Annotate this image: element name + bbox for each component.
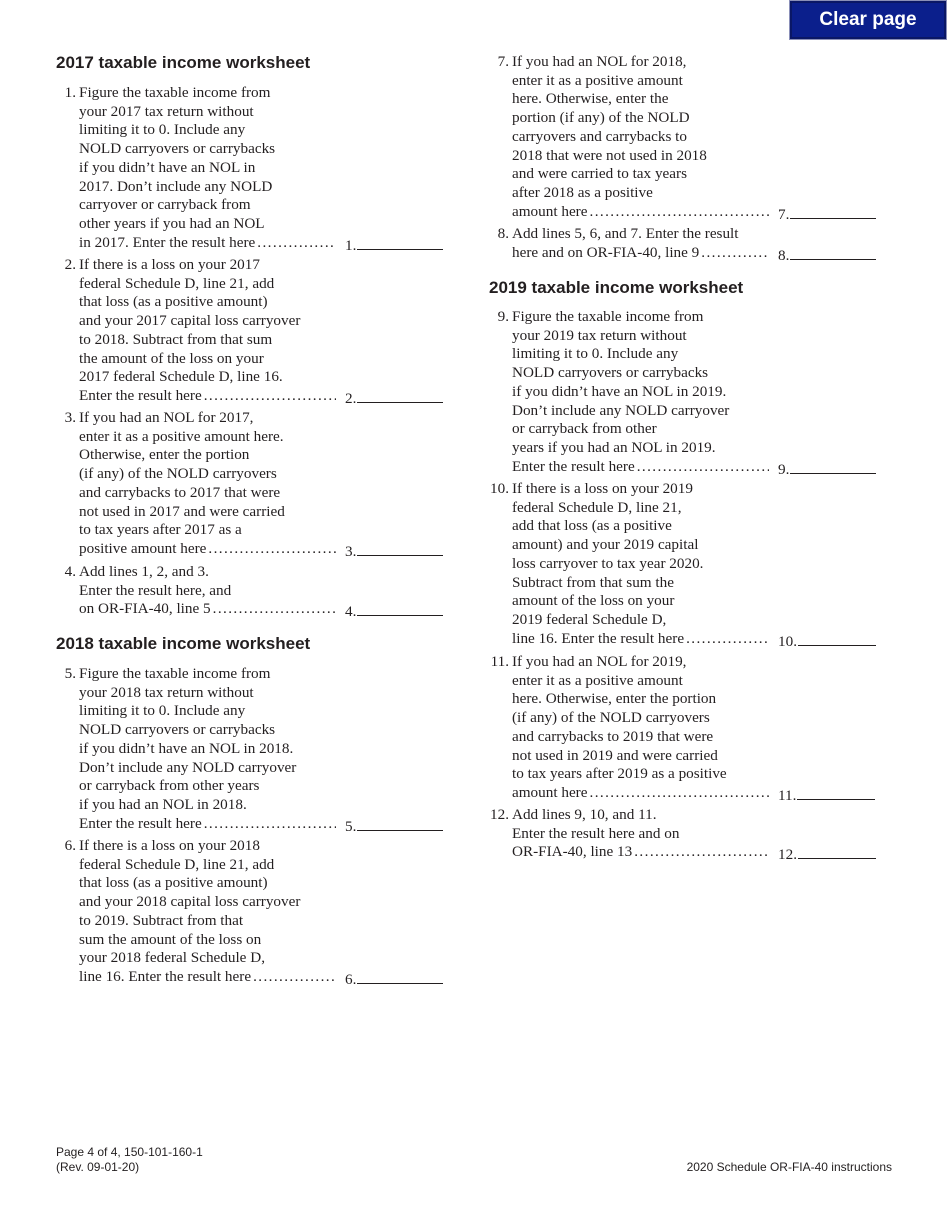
instruction-line: loss carryover to tax year 2020. [512, 554, 704, 572]
instruction-line: not used in 2017 and were carried [79, 502, 285, 520]
instruction-text [79, 837, 339, 987]
instruction-line: years if you had an NOL in 2019. [512, 438, 716, 456]
instruction-line: (if any) of the NOLD carryovers [512, 709, 710, 727]
instruction-line: if you didn’t have an NOL in 2019. [512, 382, 727, 400]
answer-line-number: 4. [345, 603, 357, 621]
instruction-line: not used in 2019 and were carried [512, 746, 718, 764]
instruction-last-line [512, 203, 769, 222]
instruction-line: here and on OR-FIA-40, line 9 [512, 243, 700, 261]
instruction-last-line [512, 244, 769, 263]
section-title-2019: 2019 taxable income worksheet [489, 278, 744, 297]
instruction-line: line 16. Enter the result here [79, 967, 252, 985]
instruction-line: Don’t include any NOLD carryover [79, 758, 297, 776]
instruction-text [512, 308, 772, 476]
line-number: 8. [497, 225, 509, 242]
dot-leader [208, 540, 336, 559]
dot-leader [686, 630, 769, 649]
answer-line [345, 815, 443, 837]
instruction-line: limiting it to 0. Include any [79, 121, 246, 139]
instruction-line: if you didn’t have an NOL in 2018. [79, 739, 294, 757]
instruction-text [512, 225, 772, 262]
instruction-line: federal Schedule D, line 21, add [79, 855, 275, 873]
answer-line-number: 2. [345, 389, 357, 407]
instruction-line: and your 2017 capital loss carryover [79, 312, 301, 330]
instruction-line: Enter the result here and on [512, 824, 680, 842]
footer-left [56, 1145, 203, 1175]
instruction-line: your 2018 federal Schedule D, [79, 949, 265, 967]
instruction-text [512, 806, 772, 862]
instruction-line: amount) and your 2019 capital [512, 536, 699, 554]
instruction-line: your 2017 tax return without [79, 102, 254, 120]
instruction-line: that loss (as a positive amount) [79, 293, 268, 311]
instruction-line: here. Otherwise, enter the [512, 90, 669, 108]
instruction-line: Figure the taxable income from [512, 308, 704, 325]
instruction-line: sum the amount of the loss on [79, 930, 262, 948]
instruction-last-line [512, 630, 769, 649]
instruction-line: amount here [512, 783, 588, 801]
instruction-line: your 2018 tax return without [79, 683, 254, 701]
instruction-line: If there is a loss on your 2018 [79, 837, 260, 854]
answer-input-field[interactable] [357, 968, 443, 984]
answer-input-field[interactable] [790, 458, 876, 474]
answer-line [778, 203, 876, 225]
instruction-last-line [79, 600, 336, 619]
instruction-line: in 2017. Enter the result here [79, 233, 256, 251]
instruction-line: if you didn’t have an NOL in [79, 158, 256, 176]
answer-line-number: 12. [778, 846, 797, 864]
instruction-line: Enter the result here [512, 457, 635, 475]
instruction-text [512, 653, 772, 803]
dot-leader [204, 815, 336, 834]
answer-line [778, 458, 876, 480]
instruction-line: Figure the taxable income from [79, 84, 271, 101]
answer-line-number: 9. [778, 460, 790, 478]
instruction-last-line [79, 387, 336, 406]
instruction-line: If you had an NOL for 2019, [512, 653, 687, 670]
instruction-line: here. Otherwise, enter the portion [512, 690, 717, 708]
answer-line-number: 10. [778, 632, 797, 650]
line-number: 9. [497, 308, 509, 325]
instruction-line: positive amount here [79, 539, 207, 557]
answer-input-field[interactable] [790, 203, 876, 219]
answer-line [778, 244, 876, 266]
instruction-line: or carryback from other [512, 420, 657, 438]
line-number: 1. [64, 84, 76, 101]
instruction-line: and carrybacks to 2019 that were [512, 727, 714, 745]
answer-line [345, 600, 443, 622]
dot-leader [257, 234, 336, 253]
revision-date: (Rev. 09-01-20) [56, 1160, 140, 1174]
answer-input-field[interactable] [798, 843, 876, 859]
answer-line-number: 1. [345, 236, 357, 254]
instruction-last-line [79, 234, 336, 253]
line-number: 5. [64, 665, 76, 682]
instruction-line: 2017 federal Schedule D, line 16. [79, 368, 283, 386]
instruction-text [79, 256, 339, 406]
answer-input-field[interactable] [357, 234, 443, 250]
instruction-line: and carrybacks to 2017 that were [79, 483, 281, 501]
page-info: Page 4 of 4, 150-101-160-1 [56, 1145, 203, 1159]
line-number: 7. [497, 53, 509, 70]
instruction-line: If you had an NOL for 2018, [512, 53, 687, 70]
answer-input-field[interactable] [357, 387, 443, 403]
instruction-line: to 2019. Subtract from that [79, 911, 244, 929]
instruction-line: enter it as a positive amount [512, 671, 683, 689]
section-title-2017: 2017 taxable income worksheet [56, 53, 311, 72]
instruction-line: NOLD carryovers or carrybacks [512, 364, 709, 382]
instruction-text [79, 84, 339, 252]
instruction-line: NOLD carryovers or carrybacks [79, 140, 276, 158]
instruction-line: after 2018 as a positive [512, 183, 653, 201]
line-number: 6. [64, 837, 76, 854]
instruction-text [79, 409, 339, 559]
instruction-line: amount here [512, 202, 588, 220]
instruction-line: other years if you had an NOL [79, 214, 265, 232]
instruction-line: on OR-FIA-40, line 5 [79, 600, 211, 618]
instruction-line: if you had an NOL in 2018. [79, 795, 247, 813]
answer-line [345, 387, 443, 409]
answer-line [345, 968, 443, 990]
answer-line-number: 5. [345, 817, 357, 835]
instruction-last-line [79, 540, 336, 559]
instruction-line: to 2018. Subtract from that sum [79, 330, 273, 348]
clear-page-button[interactable]: Clear page [790, 1, 946, 39]
answer-line [778, 784, 875, 806]
instruction-line: to tax years after 2019 as a positive [512, 765, 727, 783]
instruction-line: your 2019 tax return without [512, 326, 687, 344]
instruction-line: carryover or carryback from [79, 196, 251, 214]
answer-line [778, 843, 876, 865]
instruction-text [79, 665, 339, 833]
instruction-line: or carryback from other years [79, 777, 260, 795]
instruction-line: If you had an NOL for 2017, [79, 409, 254, 426]
answer-line-number: 8. [778, 246, 790, 264]
instruction-last-line [512, 843, 769, 862]
instruction-line: limiting it to 0. Include any [512, 345, 679, 363]
instruction-line: enter it as a positive amount [512, 71, 683, 89]
instruction-line: 2019 federal Schedule D, [512, 610, 667, 628]
instruction-line: 2017. Don’t include any NOLD [79, 177, 273, 195]
instruction-line: Add lines 9, 10, and 11. [512, 806, 657, 823]
instruction-line: 2018 that were not used in 2018 [512, 146, 707, 164]
instruction-line: (if any) of the NOLD carryovers [79, 465, 277, 483]
instruction-text [512, 480, 772, 648]
instruction-line: Add lines 5, 6, and 7. Enter the result [512, 225, 739, 242]
line-number: 12. [490, 806, 509, 823]
instruction-text [512, 53, 772, 221]
instruction-line: portion (if any) of the NOLD [512, 109, 690, 127]
answer-input-field[interactable] [357, 600, 443, 616]
instruction-line: Figure the taxable income from [79, 665, 271, 682]
line-number: 11. [490, 653, 509, 670]
answer-line [345, 540, 443, 562]
instruction-line: Otherwise, enter the portion [79, 446, 250, 464]
instruction-line: Enter the result here [79, 814, 202, 832]
answer-input-field[interactable] [790, 244, 876, 260]
instruction-line: Enter the result here [79, 386, 202, 404]
instruction-line: Enter the result here, and [79, 581, 232, 599]
dot-leader [213, 600, 336, 619]
answer-input-field[interactable] [357, 540, 443, 556]
instruction-last-line [79, 815, 336, 834]
answer-line [778, 630, 876, 652]
answer-line-number: 7. [778, 205, 790, 223]
dot-leader [590, 203, 770, 222]
answer-line-number: 6. [345, 970, 357, 988]
instruction-last-line [512, 458, 769, 477]
instruction-line: and your 2018 capital loss carryover [79, 893, 301, 911]
dot-leader [637, 458, 769, 477]
dot-leader [701, 244, 769, 263]
instruction-line: carryovers and carrybacks to [512, 127, 687, 145]
document-title: 2020 Schedule OR-FIA-40 instructions [686, 1160, 892, 1174]
line-number: 3. [64, 409, 76, 426]
instruction-line: Add lines 1, 2, and 3. [79, 563, 209, 580]
instruction-line: OR-FIA-40, line 13 [512, 843, 633, 861]
line-number: 2. [64, 256, 76, 273]
dot-leader [590, 784, 770, 803]
answer-line [345, 234, 443, 256]
instruction-last-line [79, 968, 336, 987]
answer-input-field[interactable] [357, 815, 443, 831]
instruction-line: If there is a loss on your 2019 [512, 480, 693, 497]
instruction-line: federal Schedule D, line 21, [512, 498, 682, 516]
instruction-line: the amount of the loss on your [79, 349, 264, 367]
dot-leader [634, 843, 769, 862]
answer-line-number: 11. [778, 786, 797, 804]
instruction-line: to tax years after 2017 as a [79, 521, 242, 539]
instruction-line: enter it as a positive amount here. [79, 427, 284, 445]
answer-input-field[interactable] [797, 784, 875, 800]
instruction-line: NOLD carryovers or carrybacks [79, 721, 276, 739]
instruction-line: that loss (as a positive amount) [79, 874, 268, 892]
instruction-text [79, 563, 339, 619]
instruction-last-line [512, 784, 769, 803]
dot-leader [204, 387, 336, 406]
instruction-line: add that loss (as a positive [512, 517, 672, 535]
instruction-line: Don’t include any NOLD carryover [512, 401, 730, 419]
line-number: 4. [64, 563, 76, 580]
instruction-line: line 16. Enter the result here [512, 629, 685, 647]
instruction-line: limiting it to 0. Include any [79, 702, 246, 720]
answer-input-field[interactable] [798, 630, 876, 646]
instruction-line: federal Schedule D, line 21, add [79, 274, 275, 292]
instruction-line: Subtract from that sum the [512, 573, 674, 591]
instruction-line: amount of the loss on your [512, 592, 675, 610]
section-title-2018: 2018 taxable income worksheet [56, 634, 311, 653]
instruction-line: If there is a loss on your 2017 [79, 256, 260, 273]
line-number: 10. [490, 480, 509, 497]
answer-line-number: 3. [345, 542, 357, 560]
dot-leader [253, 968, 336, 987]
instruction-line: and were carried to tax years [512, 165, 687, 183]
